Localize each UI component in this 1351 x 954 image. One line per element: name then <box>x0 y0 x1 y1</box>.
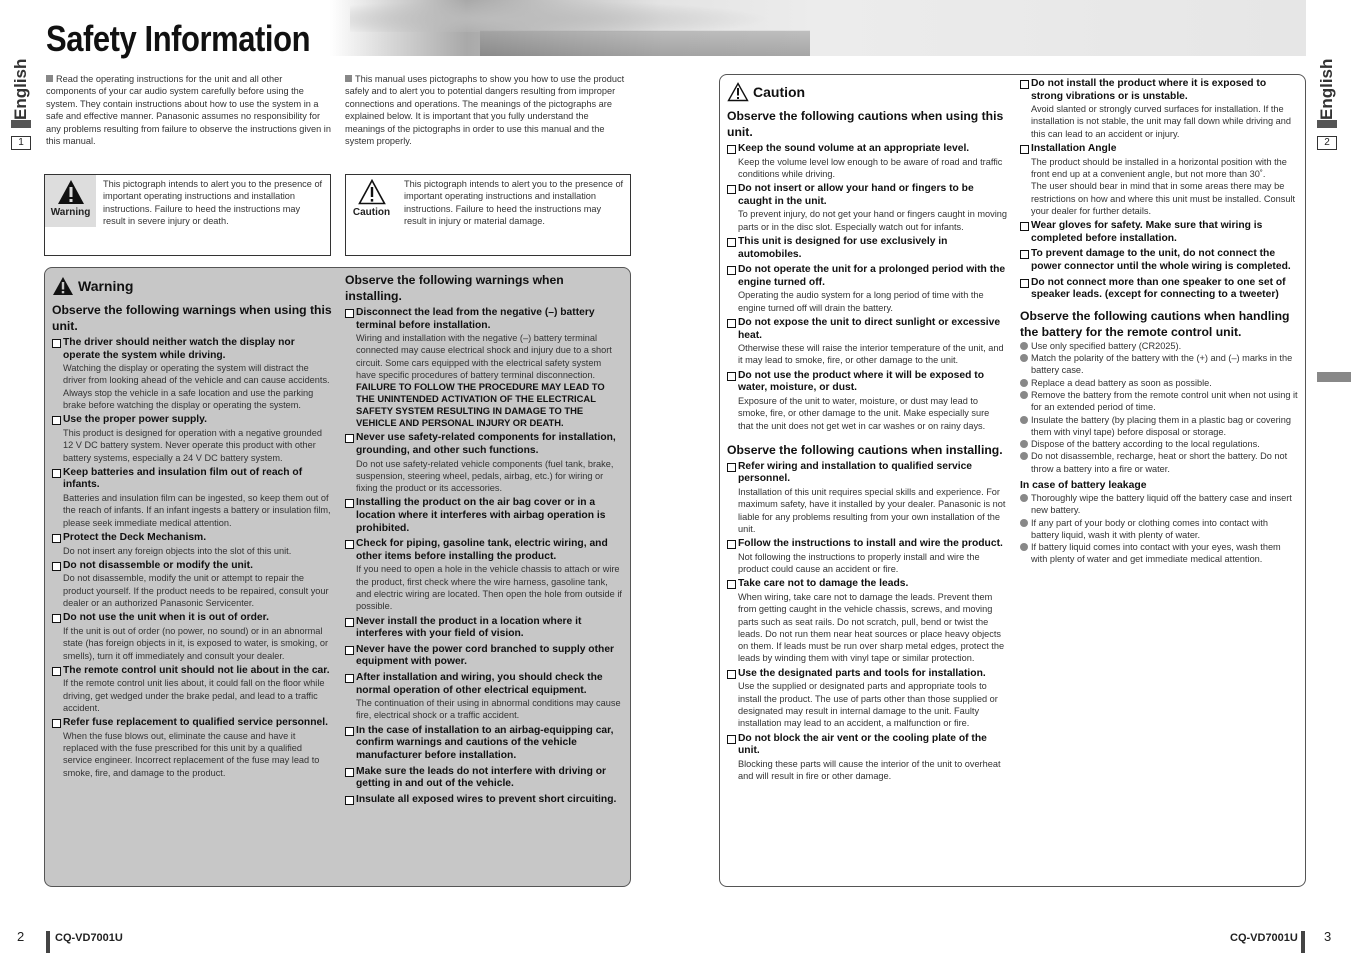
caution-item <box>1020 143 1298 217</box>
warning-using-list <box>52 337 332 779</box>
caution-item <box>345 432 623 494</box>
item-body: Installation of this unit requires special skills and experience. For maximum safety, have it installed by your dealer. Panasonic is not liable for any problems resulting from your own installation of the unit. <box>738 486 1006 534</box>
caution-item <box>727 370 1007 432</box>
caution-using-title: Observe the following cautions when using this unit. <box>727 109 1004 139</box>
item-heading: Insulate all exposed wires to prevent short circuiting. <box>345 794 623 807</box>
caution-icon-box <box>346 175 397 227</box>
item-heading: The remote control unit should not lie about in the car. <box>52 665 332 678</box>
footer-bar-left <box>46 931 50 953</box>
item-heading: Check for piping, gasoline tank, electric wiring, and other items before installing the product. <box>345 538 623 563</box>
bullet-item: Remove the battery from the remote control unit when not using it for an extended period of time. <box>1020 389 1298 414</box>
item-heading: Take care not to damage the leads. <box>727 578 1007 591</box>
battery-cautions-list <box>1020 340 1298 475</box>
item-body: The continuation of their using in abnormal conditions may cause fire, electrical shock or a traffic accident. <box>356 698 621 721</box>
battery-leakage-list <box>1020 492 1298 566</box>
item-heading: Do not use the unit when it is out of order. <box>52 612 332 625</box>
square-bullet-icon <box>345 75 352 82</box>
caution-pictograph-box <box>345 174 631 256</box>
item-heading: Never install the product in a location where it interferes with your field of vision. <box>345 616 623 641</box>
caution-item <box>727 461 1007 535</box>
battery-cautions-title: Observe the following cautions when handling the battery for the remote control unit. <box>1020 308 1290 339</box>
item-heading: Do not connect more than one speaker to one set of speaker leads. (except for connecting to a tweeter) <box>1020 277 1298 302</box>
item-heading: Do not install the product where it is exposed to strong vibrations or is unstable. <box>1020 78 1298 103</box>
bullet-item: Do not disassemble, recharge, heat or short the battery. Do not throw a battery into a fire or water. <box>1020 450 1298 475</box>
item-body: Do not use safety-related vehicle components (fuel tank, brake, suspension, steering wheel, pedals, airbag, etc.) for wiring or fixing the product or its accessories. <box>356 458 614 494</box>
caution-using-list <box>727 143 1007 432</box>
item-body: Wiring and installation with the negative (–) battery terminal connected may cause electrical shock and injury due to a short circuit. Some cars equipped with the electrical safety system have specific procedures of battery terminal disconnection. <box>356 333 612 381</box>
item-heading: To prevent damage to the unit, do not connect the power connector until the whole wiring is completed. <box>1020 248 1298 273</box>
caution-item <box>1020 78 1298 140</box>
item-heading: After installation and wiring, you should check the normal operation of other electrical equipment. <box>345 672 623 697</box>
intro-left: Read the operating instructions for the unit and all other components of your car audio system carefully before using the system. They contain instructions about how to use the system in a safe and effective manner. Panasonic assumes no responsibility for any problems resulting from failure to observe the instructions given in this manual. <box>46 74 331 147</box>
caution-item <box>727 538 1007 575</box>
caution-item <box>52 467 332 529</box>
item-body: Blocking these parts will cause the interior of the unit to overheat and will result in fire or other damage. <box>738 758 1001 781</box>
caution-item <box>52 717 332 779</box>
tab-bar <box>1317 120 1337 128</box>
item-heading: Wear gloves for safety. Make sure that wiring is completed before installation. <box>1020 220 1298 245</box>
item-body: When the fuse blows out, eliminate the cause and have it replaced with the fuse prescribed for this unit by a qualified service engineer. Incorrect replacement of the fuse may lead to smoke, fire, and damage to the product. <box>63 730 320 778</box>
square-bullet-icon <box>46 75 53 82</box>
item-body: This product is designed for operation with a negative grounded 12 V DC battery system. Never operate this product with other battery systems, especially a 24 V DC battery system. <box>63 427 322 463</box>
warning-install-title: Observe the following warnings when installing. <box>345 273 564 303</box>
caution-item <box>52 532 332 557</box>
item-body: Batteries and insulation film can be ingested, so keep them out of the reach of infants. If an infant ingests a battery or insulation film, please seek immediate medical attention. <box>63 493 331 528</box>
caution-item <box>727 733 1007 783</box>
item-heading: Refer fuse replacement to qualified service personnel. <box>52 717 332 730</box>
item-body: If you need to open a hole in the vehicle chassis to attach or wire the product, first check where the wire harness, gasoline tank, and electric wiring are located. Then open the hole from outside if possible. <box>356 564 622 612</box>
item-heading: Never have the power cord branched to supply other equipment with power. <box>345 644 623 669</box>
warning-heading: Warning <box>52 276 332 296</box>
caution-item <box>727 143 1007 180</box>
caution-item <box>727 317 1007 367</box>
caution-item <box>345 766 623 791</box>
item-heading: Never use safety-related components for installation, grounding, and other such functions. <box>345 432 623 457</box>
warning-using-title: Observe the following warnings when using this unit. <box>52 303 332 333</box>
item-heading: Do not expose the unit to direct sunlight or excessive heat. <box>727 317 1007 342</box>
item-heading: Disconnect the lead from the negative (–) battery terminal before installation. <box>345 307 623 332</box>
warning-pictograph-text: This pictograph intends to alert you to the presence of important operating instructions and installation instructions. Failure to heed the instructions may result in severe injury or death. <box>103 179 323 227</box>
language-label: English <box>1317 58 1336 120</box>
caution-item <box>345 538 623 612</box>
header-banner-image <box>330 0 1306 56</box>
item-body: Exposure of the unit to water, moisture, or dust may lead to smoke, fire, or other damage to the unit. Make especially sure that the unit does not get wet in car washes or on rainy days. <box>738 395 990 431</box>
warning-pictograph-box <box>44 174 331 256</box>
item-heading: Do not use the product where it will be exposed to water, moisture, or dust. <box>727 370 1007 395</box>
caution-heading: Caution <box>727 82 1007 102</box>
warning-triangle-icon <box>57 179 85 205</box>
item-body: If the remote control unit lies about, it could fall on the floor while driving, get wedged under the brake pedal, and lead to a traffic accident. <box>63 678 325 713</box>
item-body: Use the supplied or designated parts and appropriate tools to install the product. The use of parts other than those supplied or designated may result in internal damage to the unit. Faulty installation may lead to an accident, a malfunction or fire. <box>738 681 998 729</box>
caution-left-column <box>727 82 1007 782</box>
page-number-right: 3 <box>1324 929 1332 944</box>
bullet-item: Dispose of the battery according to the local regulations. <box>1020 438 1298 450</box>
item-heading: Installing the product on the air bag cover or in a location where it interferes with airbag operation is prohibited. <box>345 497 623 535</box>
caution-install-list <box>727 461 1007 783</box>
item-heading: Do not operate the unit for a prolonged period with the engine turned off. <box>727 264 1007 289</box>
caution-item <box>52 414 332 463</box>
item-heading: Make sure the leads do not interfere with driving or getting in and out of the vehicle. <box>345 766 623 791</box>
item-body: Avoid slanted or strongly curved surfaces for installation. If the installation is not stable, the unit may fall down while driving and this can lead to an accident or injury. <box>1031 104 1291 139</box>
item-heading: Protect the Deck Mechanism. <box>52 532 332 545</box>
bullet-item: Thoroughly wipe the battery liquid off the battery case and insert new battery. <box>1020 492 1298 517</box>
language-label: English <box>11 58 30 120</box>
item-body: Watching the display or operating the system will distract the driver from looking ahead of the vehicle and can cause accidents. Always stop the vehicle in a safe location and use the parking brake before watching the display or operating the system. <box>63 363 330 411</box>
tab-bar <box>11 120 31 128</box>
warning-install-column <box>345 272 623 806</box>
item-body: If the unit is out of order (no power, no sound) or in an abnormal state (has foreign objects in it, is exposed to water, is smoking, or smells), turn it off immediately and consult your dealer. <box>63 625 329 661</box>
tab-number: 2 <box>1317 136 1337 150</box>
item-heading: The driver should neither watch the display nor operate the system while driving. <box>52 337 332 362</box>
caution-right-column <box>1020 78 1298 566</box>
caution-item <box>345 794 623 807</box>
bullet-item: Insulate the battery (by placing them in a plastic bag or covering them with vinyl tape) before disposal or storage. <box>1020 414 1298 439</box>
caution-item <box>1020 248 1298 273</box>
caution-item <box>727 264 1007 314</box>
warning-triangle-icon <box>52 276 74 296</box>
item-heading: Keep batteries and insulation film out of reach of infants. <box>52 467 332 492</box>
item-heading: Installation Angle <box>1020 143 1298 156</box>
item-body: Keep the volume level low enough to be aware of road and traffic conditions while driving. <box>738 156 1003 179</box>
page-title: Safety Information <box>46 18 311 59</box>
item-heading: Follow the instructions to install and wire the product. <box>727 538 1007 551</box>
bullet-item: Use only specified battery (CR2025). <box>1020 340 1298 352</box>
caution-label: Caution <box>352 207 391 218</box>
caution-triangle-icon <box>727 82 749 102</box>
item-body: Operating the audio system for a long period of time with the engine turned off will drain the battery. <box>738 290 984 313</box>
caution-item <box>727 578 1007 664</box>
item-heading: In the case of installation to an airbag-equipping car, confirm warnings and cautions of the vehicle manufacturer before installation. <box>345 725 623 763</box>
item-heading: Do not disassemble or modify the unit. <box>52 560 332 573</box>
item-body: The product should be installed in a horizontal position with the front end up at a convenient angle, but not more than 30˚. <box>1031 156 1287 179</box>
item-heading: This unit is designed for use exclusively in automobiles. <box>727 236 1007 261</box>
caution-triangle-icon <box>358 179 386 205</box>
item-heading: Keep the sound volume at an appropriate level. <box>727 143 1007 156</box>
caution-install-title: Observe the following cautions when installing. <box>727 442 1003 457</box>
intro-right: This manual uses pictographs to show you how to use the product safely and to alert you to potential dangers resulting from improper connections and operations. The meanings of the pictographs are explained below. It is important that you fully understand the meanings of the pictographs in order to use this manual and the system properly. <box>345 74 625 147</box>
caution-item <box>727 236 1007 261</box>
item-emphasis: FAILURE TO FOLLOW THE PROCEDURE MAY LEAD TO THE UNINTENDED ACTIVATION OF THE ELECTRICAL SAFETY SYSTEM RESULTING IN DAMAGE TO THE VEHICLE AND PERSONAL INJURY OR DEATH. <box>356 381 605 429</box>
caution-item <box>52 560 332 609</box>
caution-pictograph-text: This pictograph intends to alert you to the presence of important operating instructions and installation instructions. Failure to heed the instructions may result in injury or material damage. <box>404 179 624 227</box>
caution-item <box>1020 277 1298 302</box>
bullet-item: If any part of your body or clothing comes into contact with battery liquid, wash it with plenty of water. <box>1020 517 1298 542</box>
page-number-left: 2 <box>17 929 25 944</box>
caution-item <box>727 668 1007 730</box>
item-heading: Do not insert or allow your hand or fingers to be caught in the unit. <box>727 183 1007 208</box>
caution-item <box>345 307 623 429</box>
item-heading: Use the designated parts and tools for installation. <box>727 668 1007 681</box>
caution-item <box>52 665 332 714</box>
item-body: When wiring, take care not to damage the leads. Prevent them from getting caught in the vehicle chassis, screws, and moving parts such as seat rails. Do not scratch, pull, bend or twist the leads. Do not run them near heat sources or place heavy objects on them. If leads must be run over sharp metal edges, protect the leads by winding them with vinyl tape or similar protection. <box>738 591 1005 664</box>
item-heading: Refer wiring and installation to qualified service personnel. <box>727 461 1007 486</box>
caution-item <box>727 183 1007 233</box>
caution-right-list <box>1020 78 1298 302</box>
item-body: Do not insert any foreign objects into the slot of this unit. <box>63 545 292 556</box>
item-body: To prevent injury, do not get your hand or fingers caught in moving parts or in the disc slot. Especially watch out for infants. <box>738 209 1007 232</box>
bullet-item: If battery liquid comes into contact with your eyes, wash them with plenty of water and get immediate medical attention. <box>1020 541 1298 566</box>
caution-item <box>52 612 332 661</box>
caution-item <box>345 497 623 535</box>
warning-icon-box <box>45 175 96 227</box>
caution-item <box>345 644 623 669</box>
warning-using-column <box>52 276 332 779</box>
banner-sky <box>350 0 770 32</box>
bullet-item: Replace a dead battery as soon as possible. <box>1020 377 1298 389</box>
warning-install-list <box>345 307 623 806</box>
battery-leakage-title: In case of battery leakage <box>1020 479 1147 491</box>
item-body: Do not disassemble, modify the unit or attempt to repair the product yourself. If the product needs to be repaired, consult your dealer or an authorized Panasonic Servicenter. <box>63 573 329 609</box>
item-heading: Use the proper power supply. <box>52 414 332 427</box>
warning-label: Warning <box>50 207 91 218</box>
model-number-right: CQ-VD7001U <box>1230 932 1298 944</box>
side-marker <box>1317 372 1351 382</box>
item-heading: Do not block the air vent or the cooling plate of the unit. <box>727 733 1007 758</box>
item-body: Not following the instructions to properly install and wire the product could cause an accident or fire. <box>738 551 980 575</box>
caution-item <box>1020 220 1298 245</box>
model-number-left: CQ-VD7001U <box>55 932 123 944</box>
caution-item <box>52 337 332 411</box>
caution-item <box>345 672 623 722</box>
footer-bar-right <box>1301 931 1305 953</box>
item-body: The user should bear in mind that in some areas there may be restrictions on how and where this unit must be installed. Consult your dealer for further details. <box>1031 181 1296 216</box>
caution-item <box>345 616 623 641</box>
caution-item <box>345 725 623 763</box>
bullet-item: Match the polarity of the battery with the (+) and (–) marks in the battery case. <box>1020 352 1298 377</box>
item-body: Otherwise these will raise the interior temperature of the unit, and it may lead to smoke, fire, or other damage to the unit. <box>738 343 1004 366</box>
tab-number: 1 <box>11 136 31 150</box>
